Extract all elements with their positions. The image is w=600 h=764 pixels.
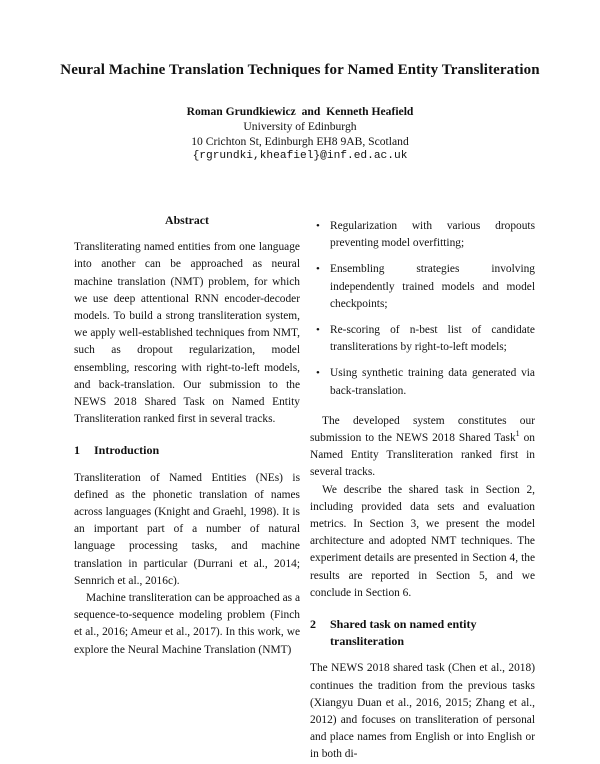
bullet-icon: • (316, 220, 320, 232)
list-item (310, 322, 535, 356)
list-item (310, 261, 535, 313)
shared-task-paragraph: The NEWS 2018 shared task (Chen et al., 2018) continues the tradition from the previous tasks (Xiangyu Duan et al., 2016, 2015; Zhang et al., 2012) and focuses on transliteration of personal and place names from English or into English or in both di- (310, 662, 535, 761)
outline-paragraph: We describe the shared task in Section 2, including provided data sets and evaluation metrics. In Section 3, we present the model architecture and adopted NMT techniques. The experiment details are presented in Section 4, the results are reported in Section 5, and we conclude in Section 6. (310, 483, 535, 599)
author-block (0, 104, 600, 164)
section-number: 1 (74, 443, 80, 458)
list-item-text: Ensembling strategies involving independently trained models and model checkpoints; (330, 263, 535, 310)
section-heading-introduction (74, 442, 300, 459)
section-title: Introduction (94, 443, 160, 458)
footnote-marker: 1 (515, 429, 520, 439)
bullet-icon: • (316, 263, 320, 276)
affiliation: University of Edinburgh (243, 120, 357, 133)
list-item-text: Using synthetic training data generated via back-translation. (330, 367, 535, 397)
list-item-text: Regularization with various dropouts preventing model overfitting; (330, 220, 535, 250)
abstract-text: Transliterating named entities from one language into another can be approached as neural machine translation (NMT) problem, for which we use deep attentional RNN encoder-decoder models. To build a strong transliteration system, we apply well-established techniques from NMT, such as dropout regularization, model ensembling, rescoring with right-to-left models, and back-translation. Our submission to the NEWS 2018 Shared Task on Named Entity Transliteration ranked first in several tracks. (74, 241, 300, 426)
submission-text: The developed system constitutes our submission to the NEWS 2018 Shared Task (310, 414, 535, 445)
email-list: {rgrundki,kheafiel}@inf.ed.ac.uk (192, 150, 408, 162)
list-item (310, 218, 535, 252)
submission-paragraph (310, 413, 535, 482)
author-names: Roman Grundkiewicz and Kenneth Heafield (186, 105, 414, 118)
section-number: 2 (310, 617, 316, 632)
list-item (310, 365, 535, 399)
bullet-icon: • (316, 367, 320, 380)
left-column (74, 212, 300, 659)
list-item-text: Re-scoring of n-best list of candidate transliterations by right-to-left models; (330, 324, 535, 354)
bullet-icon: • (316, 324, 320, 337)
section-heading-shared-task (310, 616, 535, 650)
paper-title: Neural Machine Translation Techniques for Named Entity Transliteration (60, 62, 540, 78)
intro-paragraph-1: Transliteration of Named Entities (NEs) is defined as the phonetic translation of names across languages (Knight and Graehl, 1998). It is an important part of a number of natural language processing tasks, and machine translation in particular (Durrani et al., 2014; Sennrich et al., 2016c). (74, 471, 300, 587)
address: 10 Crichton St, Edinburgh EH8 9AB, Scotland (191, 135, 409, 148)
right-column (310, 218, 535, 764)
abstract-heading: Abstract (165, 213, 209, 227)
submission-text-cont: on Named Entity Transliteration ranked first in several tracks. (310, 432, 535, 479)
technique-list (310, 218, 535, 400)
intro-paragraph-2: Machine transliteration can be approached as a sequence-to-sequence modeling problem (Finch et al., 2016; Ameur et al., 2017). In this work, we explore the Neural Machine Translation (NMT) (74, 592, 300, 656)
section-title: Shared task on named entity transliteration (330, 617, 477, 649)
